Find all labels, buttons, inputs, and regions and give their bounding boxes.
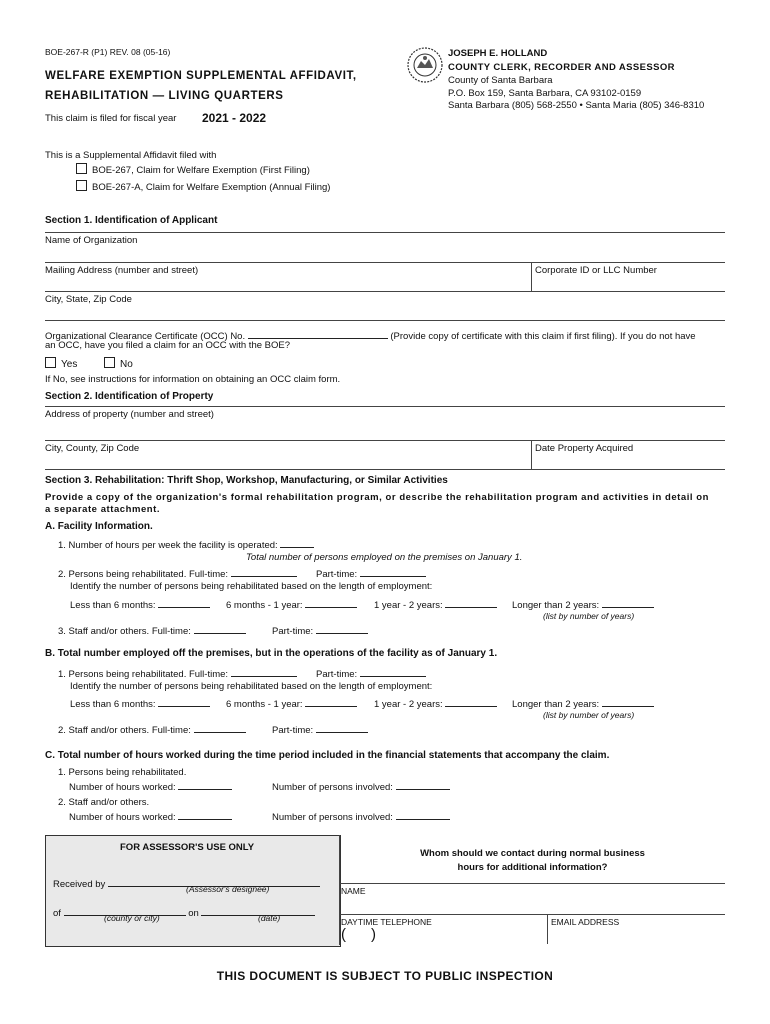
a3-parttime-line — [272, 623, 368, 637]
checkbox-annual-filing[interactable] — [76, 180, 87, 191]
email-address-label: EMAIL ADDRESS — [551, 917, 620, 927]
county-city-note: (county or city) — [104, 913, 160, 923]
b2-fulltime-field[interactable] — [194, 722, 246, 733]
section-b-heading: B. Total number employed off the premises, but in the operations of the facility as of January 1. — [45, 648, 498, 659]
assessor-box-title: FOR ASSESSOR'S USE ONLY — [120, 842, 255, 853]
b1-persons-label: 1. Persons being rehabilitated. Full-time: — [58, 669, 229, 680]
property-address-label: Address of property (number and street) — [45, 409, 214, 420]
assessor-designee-note: (Assessor's designee) — [186, 884, 270, 894]
occ-note: (Provide copy of certificate with this claim if first filing). If you do not have — [390, 331, 696, 342]
contact-name-field[interactable] — [341, 897, 723, 913]
total-employed-note: Total number of persons employed on the premises on January 1. — [246, 552, 523, 563]
b1-1y2y-line — [374, 696, 497, 710]
a2-fulltime-field[interactable] — [231, 566, 297, 577]
filing-option-first[interactable] — [76, 163, 310, 176]
c1-title: 1. Persons being rehabilitated. — [58, 767, 187, 778]
c1-persons-field[interactable] — [396, 779, 450, 790]
facility-info-heading: A. Facility Information. — [45, 521, 153, 532]
hours-per-week-line — [58, 537, 314, 551]
c2-persons-field[interactable] — [396, 809, 450, 820]
first-filing-label: BOE-267, Claim for Welfare Exemption (First Filing) — [92, 165, 310, 176]
checkbox-no[interactable] — [104, 357, 115, 368]
c2-persons-line — [272, 809, 450, 823]
section-c-heading: C. Total number of hours worked during the time period included in the financial statements that accompany the claim. — [45, 750, 610, 761]
area-code-open-paren: ( — [341, 926, 346, 943]
b2-staff-line — [58, 722, 246, 736]
org-name-label: Name of Organization — [45, 235, 138, 246]
po-box-address: P.O. Box 159, Santa Barbara, CA 93102-0159 — [448, 88, 642, 99]
corporate-id-field[interactable] — [535, 277, 723, 290]
mailing-address-field[interactable] — [45, 277, 529, 290]
a2-list-years-note: (list by number of years) — [543, 611, 635, 621]
section3-provide-line2: a separate attachment. — [45, 504, 161, 515]
occ-no-option[interactable] — [104, 357, 133, 370]
a2-1y2y-label: 1 year - 2 years: — [374, 600, 443, 611]
yes-label: Yes — [61, 359, 78, 370]
a2-6m1y-label: 6 months - 1 year: — [226, 600, 303, 611]
county-seal-icon — [406, 46, 444, 89]
a2-6m1y-field[interactable] — [305, 597, 357, 608]
c2-hours-line — [69, 809, 232, 823]
b1-6m1y-line — [226, 696, 357, 710]
b1-1y2y-label: 1 year - 2 years: — [374, 699, 443, 710]
a3-parttime-field[interactable] — [316, 623, 368, 634]
c1-hours-line — [69, 779, 232, 793]
a2-less6-label: Less than 6 months: — [70, 600, 156, 611]
city-state-zip-field[interactable] — [45, 306, 725, 319]
b1-persons-line — [58, 666, 297, 680]
a2-persons-label: 2. Persons being rehabilitated. Full-time: — [58, 569, 229, 580]
a2-parttime-label: Part-time: — [316, 569, 358, 580]
c2-persons-label: Number of persons involved: — [272, 812, 393, 823]
date-acquired-field[interactable] — [535, 455, 723, 468]
b1-identify-text: Identify the number of persons being rehabilitated based on the length of employment: — [70, 681, 433, 692]
county-name: County of Santa Barbara — [448, 75, 553, 86]
b1-less6-field[interactable] — [158, 696, 210, 707]
b2-parttime-field[interactable] — [316, 722, 368, 733]
org-name-field[interactable] — [45, 247, 725, 261]
b1-parttime-field[interactable] — [360, 666, 426, 677]
a2-1y2y-line — [374, 597, 497, 611]
c1-persons-label: Number of persons involved: — [272, 782, 393, 793]
form-title-line2: REHABILITATION — LIVING QUARTERS — [45, 90, 284, 102]
occ-number-field[interactable] — [248, 328, 388, 339]
c2-title: 2. Staff and/or others. — [58, 797, 150, 808]
a2-1y2y-field[interactable] — [445, 597, 497, 608]
checkbox-yes[interactable] — [45, 357, 56, 368]
a2-less6-line — [70, 597, 210, 611]
c2-hours-field[interactable] — [178, 809, 232, 820]
b1-parttime-label: Part-time: — [316, 669, 358, 680]
area-code-close-paren: ) — [371, 926, 376, 943]
a3-fulltime-field[interactable] — [194, 623, 246, 634]
a3-parttime-label: Part-time: — [272, 626, 314, 637]
a2-identify-text: Identify the number of persons being rehabilitated based on the length of employment: — [70, 581, 433, 592]
city-county-zip-label: City, County, Zip Code — [45, 443, 140, 454]
mailing-address-label: Mailing Address (number and street) — [45, 265, 199, 276]
b1-less6-label: Less than 6 months: — [70, 699, 156, 710]
phone-numbers: Santa Barbara (805) 568-2550 • Santa Maria (805) 346-8310 — [448, 100, 705, 111]
a2-longer2-field[interactable] — [602, 597, 654, 608]
checkbox-first-filing[interactable] — [76, 163, 87, 174]
filing-intro: This is a Supplemental Affidavit filed with — [45, 150, 217, 161]
b1-longer2-line — [512, 696, 654, 710]
a3-staff-label: 3. Staff and/or others. Full-time: — [58, 626, 191, 637]
form-title-line1: WELFARE EXEMPTION SUPPLEMENTAL AFFIDAVIT, — [45, 70, 357, 82]
b1-6m1y-label: 6 months - 1 year: — [226, 699, 303, 710]
if-no-instruction: If No, see instructions for information on obtaining an OCC claim form. — [45, 374, 341, 385]
on-label: on — [188, 908, 199, 919]
contact-question-line1: Whom should we contact during normal business — [420, 848, 645, 859]
c1-hours-field[interactable] — [178, 779, 232, 790]
occ-yes-option[interactable] — [45, 357, 77, 370]
date-acquired-label: Date Property Acquired — [535, 443, 634, 454]
a2-persons-line — [58, 566, 297, 580]
corporate-id-label: Corporate ID or LLC Number — [535, 265, 657, 276]
section3-heading: Section 3. Rehabilitation: Thrift Shop, Workshop, Manufacturing, or Similar Activities — [45, 475, 448, 486]
b2-staff-label: 2. Staff and/or others. Full-time: — [58, 725, 191, 736]
b1-list-years-note: (list by number of years) — [543, 710, 635, 720]
annual-filing-label: BOE-267-A, Claim for Welfare Exemption (Annual Filing) — [92, 182, 331, 193]
date-note: (date) — [258, 913, 281, 923]
filing-option-annual[interactable] — [76, 180, 330, 193]
fiscal-year: 2021 - 2022 — [202, 111, 267, 125]
a3-staff-line — [58, 623, 246, 637]
occ-question: an OCC, have you filed a claim for an OCC with the BOE? — [45, 340, 290, 351]
form-number: BOE-267-R (P1) REV. 08 (05-16) — [45, 47, 171, 57]
daytime-telephone-field[interactable] — [341, 926, 545, 944]
of-label: of — [53, 908, 61, 919]
b1-6m1y-field[interactable] — [305, 696, 357, 707]
email-address-field[interactable] — [551, 928, 723, 943]
contact-name-label: NAME — [341, 886, 366, 896]
section3-provide-line1: Provide a copy of the organization's formal rehabilitation program, or describe the rehabilitation program and activities in detail on — [45, 492, 710, 503]
no-label: No — [120, 359, 133, 370]
a2-parttime-field[interactable] — [360, 566, 426, 577]
c1-persons-line — [272, 779, 450, 793]
received-by-label: Received by — [53, 879, 106, 890]
daytime-telephone-label: DAYTIME TELEPHONE — [341, 917, 432, 927]
city-county-zip-field[interactable] — [45, 455, 529, 468]
c1-hours-label: Number of hours worked: — [69, 782, 176, 793]
b1-less6-line — [70, 696, 210, 710]
section1-heading: Section 1. Identification of Applicant — [45, 215, 218, 226]
assessor-title: COUNTY CLERK, RECORDER AND ASSESSOR — [448, 62, 675, 73]
hours-per-week-label: 1. Number of hours per week the facility is operated: — [58, 540, 278, 551]
property-address-field[interactable] — [45, 421, 725, 439]
a2-longer2-line — [512, 597, 654, 611]
public-inspection-notice: THIS DOCUMENT IS SUBJECT TO PUBLIC INSPECTION — [216, 969, 554, 983]
b1-longer2-label: Longer than 2 years: — [512, 699, 600, 710]
b2-parttime-label: Part-time: — [272, 725, 314, 736]
assessor-name: JOSEPH E. HOLLAND — [448, 48, 548, 59]
occ-number-label: Organizational Clearance Certificate (OCC) No. — [45, 331, 246, 342]
a2-parttime-line — [316, 566, 426, 580]
a2-less6-field[interactable] — [158, 597, 210, 608]
c2-hours-label: Number of hours worked: — [69, 812, 176, 823]
b1-fulltime-field[interactable] — [231, 666, 297, 677]
fiscal-year-prefix: This claim is filed for fiscal year — [45, 113, 177, 124]
section2-heading: Section 2. Identification of Property — [45, 391, 214, 402]
contact-question-line2: hours for additional information? — [457, 862, 608, 873]
hours-per-week-field[interactable] — [280, 537, 314, 548]
a2-6m1y-line — [226, 597, 357, 611]
b1-parttime-line — [316, 666, 426, 680]
a2-longer2-label: Longer than 2 years: — [512, 600, 600, 611]
b2-parttime-line — [272, 722, 368, 736]
b1-1y2y-field[interactable] — [445, 696, 497, 707]
city-state-zip-label: City, State, Zip Code — [45, 294, 132, 305]
b1-longer2-field[interactable] — [602, 696, 654, 707]
